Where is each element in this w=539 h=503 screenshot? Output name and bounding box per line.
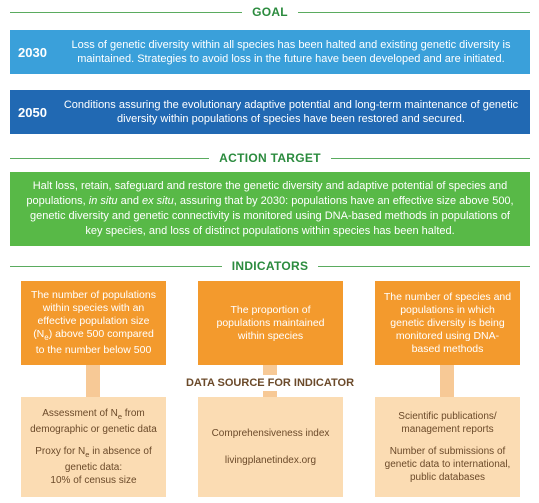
indicator-3-box (375, 281, 520, 365)
indicators-heading-row (10, 258, 530, 274)
goal-2030-text: Loss of genetic diversity within all species has been halted and existing genetic diversity is maintained. Strategies to avoid loss in the future have been developed and are initiated. (71, 39, 511, 65)
action-target-heading: ACTION TARGET (219, 151, 321, 165)
data-source-2-a: Comprehensiveness index (211, 428, 330, 439)
data-source-1-b-part2: in absence of genetic data: (64, 446, 152, 473)
indicator-3-connector (440, 365, 454, 397)
data-source-heading-box (180, 375, 360, 391)
data-source-1-b-part3: 10% of census size (50, 475, 137, 486)
data-source-3-box (375, 397, 520, 497)
indicator-1-connector (86, 365, 100, 397)
data-source-1-b-subscript: e (85, 450, 90, 459)
data-source-3-b: Number of submissions of genetic data to international, public databases (384, 446, 511, 483)
goal-2050-year: 2050 (18, 104, 47, 120)
data-source-1-a-part2: from demographic or genetic data (30, 408, 157, 435)
data-source-2-box (198, 397, 343, 497)
indicator-1-subscript: e (44, 333, 49, 343)
action-target-heading-line-right (331, 158, 530, 159)
action-target-in-situ: in situ (88, 195, 118, 207)
data-source-1-a-part1: Assessment of N (42, 408, 118, 419)
action-target-text-part2: , assuring that by 2030: populations have an effective size above 500, genetic diversity and genetic connectivity is monitored using DNA-based methods in populations of key species, and loss of distinct populations within species has been halted. (30, 195, 514, 237)
action-target-and: and (117, 195, 142, 207)
goal-2030-year: 2030 (18, 44, 47, 60)
action-target-box (10, 172, 530, 246)
indicator-3-text: The number of species and populations in which genetic diversity is being monitored using DNA-based methods (383, 290, 512, 355)
action-target-text-part1: Halt loss, retain, safeguard and restore the genetic diversity and adaptive potential of species and populations, (26, 180, 508, 207)
data-source-2-b: livingplanetindex.org (224, 455, 317, 466)
goal-2030-band (10, 30, 530, 74)
indicator-1-box (21, 281, 166, 365)
goal-heading: GOAL (252, 5, 288, 19)
data-source-1-box (21, 397, 166, 497)
data-source-3-a: Scientific publications/ management reports (398, 411, 497, 435)
action-target-ex-situ: ex situ (142, 195, 174, 207)
indicator-2-box (198, 281, 343, 365)
data-source-1-b (29, 445, 158, 487)
data-source-1-a (29, 407, 158, 436)
goal-heading-line-right (298, 12, 530, 13)
goal-2050-band (10, 90, 530, 134)
data-source-1-a-subscript: e (117, 412, 122, 421)
goal-heading-line-left (10, 12, 242, 13)
action-target-heading-row (10, 150, 530, 166)
indicators-heading-line-right (318, 266, 530, 267)
data-source-1-b-part1: Proxy for N (35, 446, 86, 457)
action-target-text (20, 179, 520, 239)
indicator-1-text-part2: ) above 500 compared to the number below 500 (35, 327, 154, 357)
indicator-1-text (29, 289, 158, 357)
goal-heading-row (10, 4, 530, 20)
indicators-heading-line-left (10, 266, 222, 267)
indicator-2-text: The proportion of populations maintained within species (216, 303, 325, 342)
action-target-heading-line-left (10, 158, 209, 159)
indicator-1-text-part1: The number of populations within species with an effective population size (N (31, 288, 156, 340)
data-source-heading: DATA SOURCE FOR INDICATOR (185, 377, 355, 389)
indicators-heading: INDICATORS (231, 259, 309, 273)
goal-2050-text: Conditions assuring the evolutionary adaptive potential and long-term maintenance of genetic diversity within populations of species have been restored and secured. (63, 99, 519, 125)
